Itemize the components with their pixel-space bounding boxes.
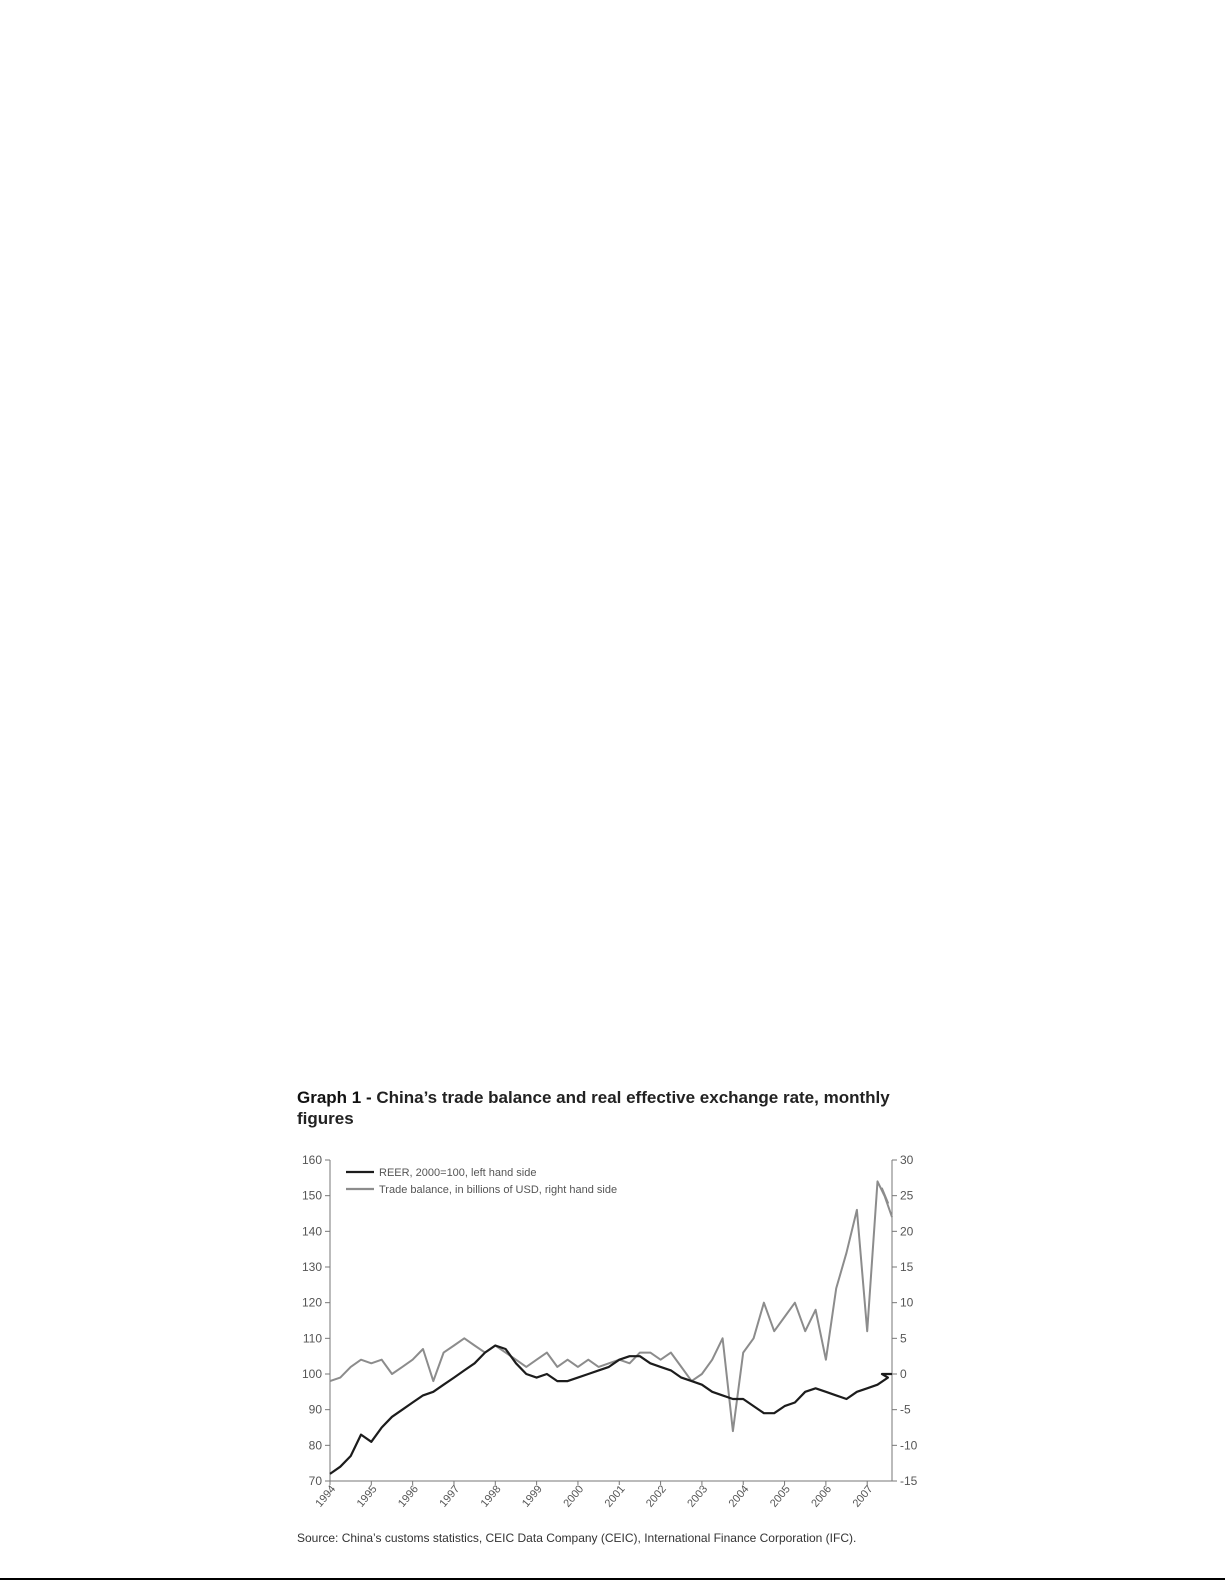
figure xyxy=(290,1080,930,1550)
reer-series-line xyxy=(330,1346,892,1474)
x-axis-tick-label: 1999 xyxy=(519,1483,545,1510)
left-axis-tick-label: 160 xyxy=(301,1153,322,1167)
left-axis-tick-label: 140 xyxy=(301,1224,322,1239)
left-axis-tick-label: 110 xyxy=(302,1331,322,1346)
x-axis-tick-label: 1995 xyxy=(354,1483,380,1510)
figure-title-text: China’s trade balance and real effective exchange rate, monthly figures xyxy=(297,1088,890,1128)
x-axis-tick-label: 1994 xyxy=(313,1483,339,1510)
left-axis-tick-label: 90 xyxy=(308,1402,322,1417)
x-axis-tick-label: 1997 xyxy=(437,1483,463,1510)
left-axis-tick-label: 100 xyxy=(301,1367,322,1381)
left-axis-tick-label: 70 xyxy=(308,1474,322,1488)
right-axis-tick-label: -5 xyxy=(900,1402,911,1417)
left-axis-tick-label: 130 xyxy=(301,1260,322,1274)
chart-axes xyxy=(302,1153,918,1510)
x-axis-tick-label: 2007 xyxy=(850,1483,876,1510)
x-axis-tick-label: 2004 xyxy=(726,1483,752,1510)
left-axis-tick-label: 80 xyxy=(308,1438,322,1453)
figure-source-note: Source: China’s customs statistics, CEIC Data Company (CEIC), International Finance Corporation (IFC). xyxy=(297,1531,857,1545)
left-axis-tick-label: 150 xyxy=(301,1188,322,1203)
x-axis-tick-label: 2000 xyxy=(561,1483,587,1510)
x-axis-tick-label: 2005 xyxy=(767,1483,793,1510)
right-axis-tick-label: 10 xyxy=(900,1295,914,1310)
figure-title-number: Graph 1 - xyxy=(297,1088,377,1107)
right-axis-tick-label: 0 xyxy=(900,1367,907,1381)
x-axis-tick-label: 1996 xyxy=(396,1483,421,1510)
x-axis-tick-label: 2003 xyxy=(685,1483,711,1510)
chart-legend xyxy=(346,1167,617,1196)
right-axis-tick-label: 20 xyxy=(900,1224,914,1239)
page-bottom-rule xyxy=(0,1578,1225,1580)
right-axis-tick-label: 30 xyxy=(900,1153,914,1167)
line-chart xyxy=(290,1150,930,1510)
legend-label: REER, 2000=100, left hand side xyxy=(379,1167,537,1179)
right-axis-tick-label: 25 xyxy=(900,1188,914,1203)
x-axis-tick-label: 2002 xyxy=(643,1483,669,1510)
right-axis-tick-label: -15 xyxy=(900,1474,918,1488)
right-axis-tick-label: -10 xyxy=(900,1438,918,1453)
figure-title xyxy=(297,1087,917,1129)
legend-label: Trade balance, in billions of USD, right hand side xyxy=(379,1184,618,1196)
right-axis-tick-label: 5 xyxy=(900,1331,907,1346)
right-axis-tick-label: 15 xyxy=(900,1260,914,1274)
chart-series-lines xyxy=(330,1181,892,1474)
left-axis-tick-label: 120 xyxy=(301,1295,322,1310)
trade-balance-series-line xyxy=(330,1181,892,1431)
x-axis-tick-label: 2001 xyxy=(602,1483,628,1510)
x-axis-tick-label: 2006 xyxy=(809,1483,835,1510)
x-axis-tick-label: 1998 xyxy=(478,1483,504,1510)
